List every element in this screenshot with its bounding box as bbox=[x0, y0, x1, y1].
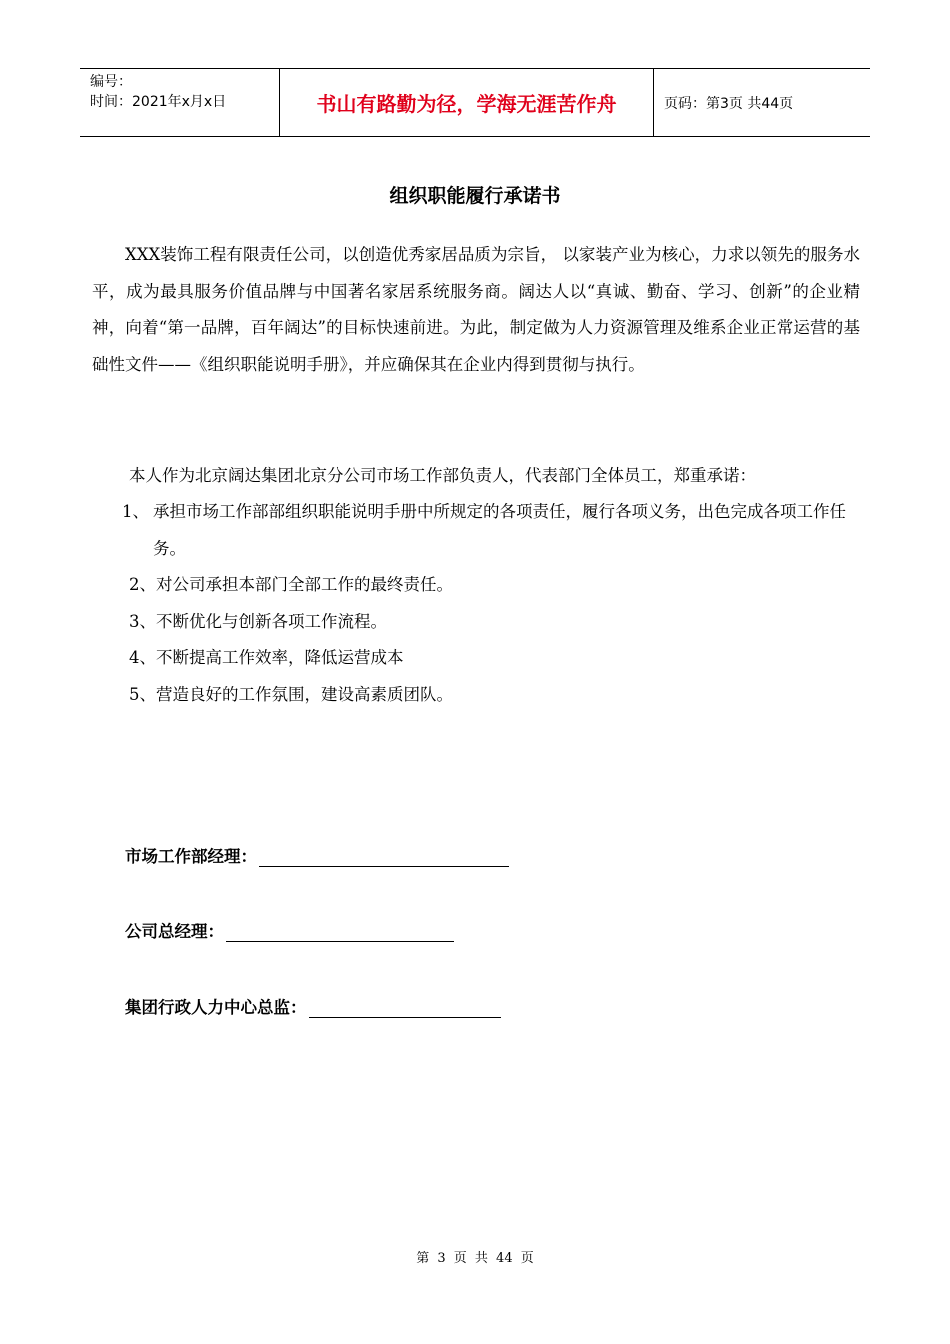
pledge-item-number: 4、 bbox=[129, 648, 156, 667]
header-page-cell bbox=[654, 69, 870, 136]
signature-hr-director bbox=[125, 994, 501, 1018]
pledge-item-number: 1、 bbox=[122, 502, 149, 521]
signature-dept-manager bbox=[125, 843, 509, 867]
pledge-item-2 bbox=[122, 567, 867, 604]
signature-hr-director-label: 集团行政人力中心总监： bbox=[125, 998, 307, 1017]
signature-hr-director-line[interactable] bbox=[309, 997, 501, 1018]
signature-general-manager-label: 公司总经理： bbox=[125, 922, 224, 941]
pledge-item-3 bbox=[122, 604, 867, 641]
pledge-item-text: 对公司承担本部门全部工作的最终责任。 bbox=[156, 575, 453, 594]
pledge-item-4 bbox=[122, 640, 867, 677]
header-page-label: 页码：第3页 共44页 bbox=[664, 95, 794, 112]
signature-dept-manager-label: 市场工作部经理： bbox=[125, 847, 257, 866]
document-title: 组织职能履行承诺书 bbox=[389, 185, 561, 207]
pledge-item-text: 营造良好的工作氛围，建设高素质团队。 bbox=[156, 684, 453, 704]
page-footer: 第 3 页 共 44 页 bbox=[416, 1251, 534, 1266]
pledge-item-number: 3、 bbox=[129, 611, 156, 631]
pledge-item-text: 不断优化与创新各项工作流程。 bbox=[156, 611, 387, 631]
header-date-label: 时间：2021年x月x日 bbox=[90, 94, 227, 110]
signature-dept-manager-line[interactable] bbox=[259, 846, 509, 867]
signature-general-manager-line[interactable] bbox=[226, 921, 454, 942]
header-number-label: 编号： bbox=[90, 74, 132, 90]
page-header bbox=[80, 68, 870, 137]
header-motto-cell bbox=[280, 69, 654, 136]
header-meta-cell bbox=[80, 69, 280, 136]
pledge-item-1 bbox=[122, 494, 867, 567]
pledge-list bbox=[122, 494, 867, 713]
pledge-item-number: 5、 bbox=[129, 684, 156, 704]
intro-paragraph: XXX装饰工程有限责任公司，以创造优秀家居品质为宗旨， 以家装产业为核心，力求以领先的服务水平，成为最具服务价值品牌与中国著名家居系统服务商。阔达人以“真诚、勤奋、学习、创新”的企业精神，向着“第一品牌，百年阔达”的目标快速前进。为此，制定做为人力资源管理及维系企业正常运营的基础性文件——《组织职能说明手册》，并应确保其在企业内得到贯彻与执行。 bbox=[92, 245, 860, 374]
header-motto: 书山有路勤为径，学海无涯苦作舟 bbox=[316, 92, 617, 116]
pledge-item-text: 承担市场工作部部组织职能说明手册中所规定的各项责任，履行各项义务，出色完成各项工作任务。 bbox=[153, 502, 846, 558]
signature-general-manager bbox=[125, 918, 454, 942]
pledge-item-number: 2、 bbox=[129, 575, 156, 594]
pledge-item-text: 不断提高工作效率，降低运营成本 bbox=[156, 648, 404, 667]
pledge-intro-paragraph: 本人作为北京阔达集团北京分公司市场工作部负责人，代表部门全体员工，郑重承诺： bbox=[129, 466, 756, 485]
pledge-item-5 bbox=[122, 677, 867, 714]
